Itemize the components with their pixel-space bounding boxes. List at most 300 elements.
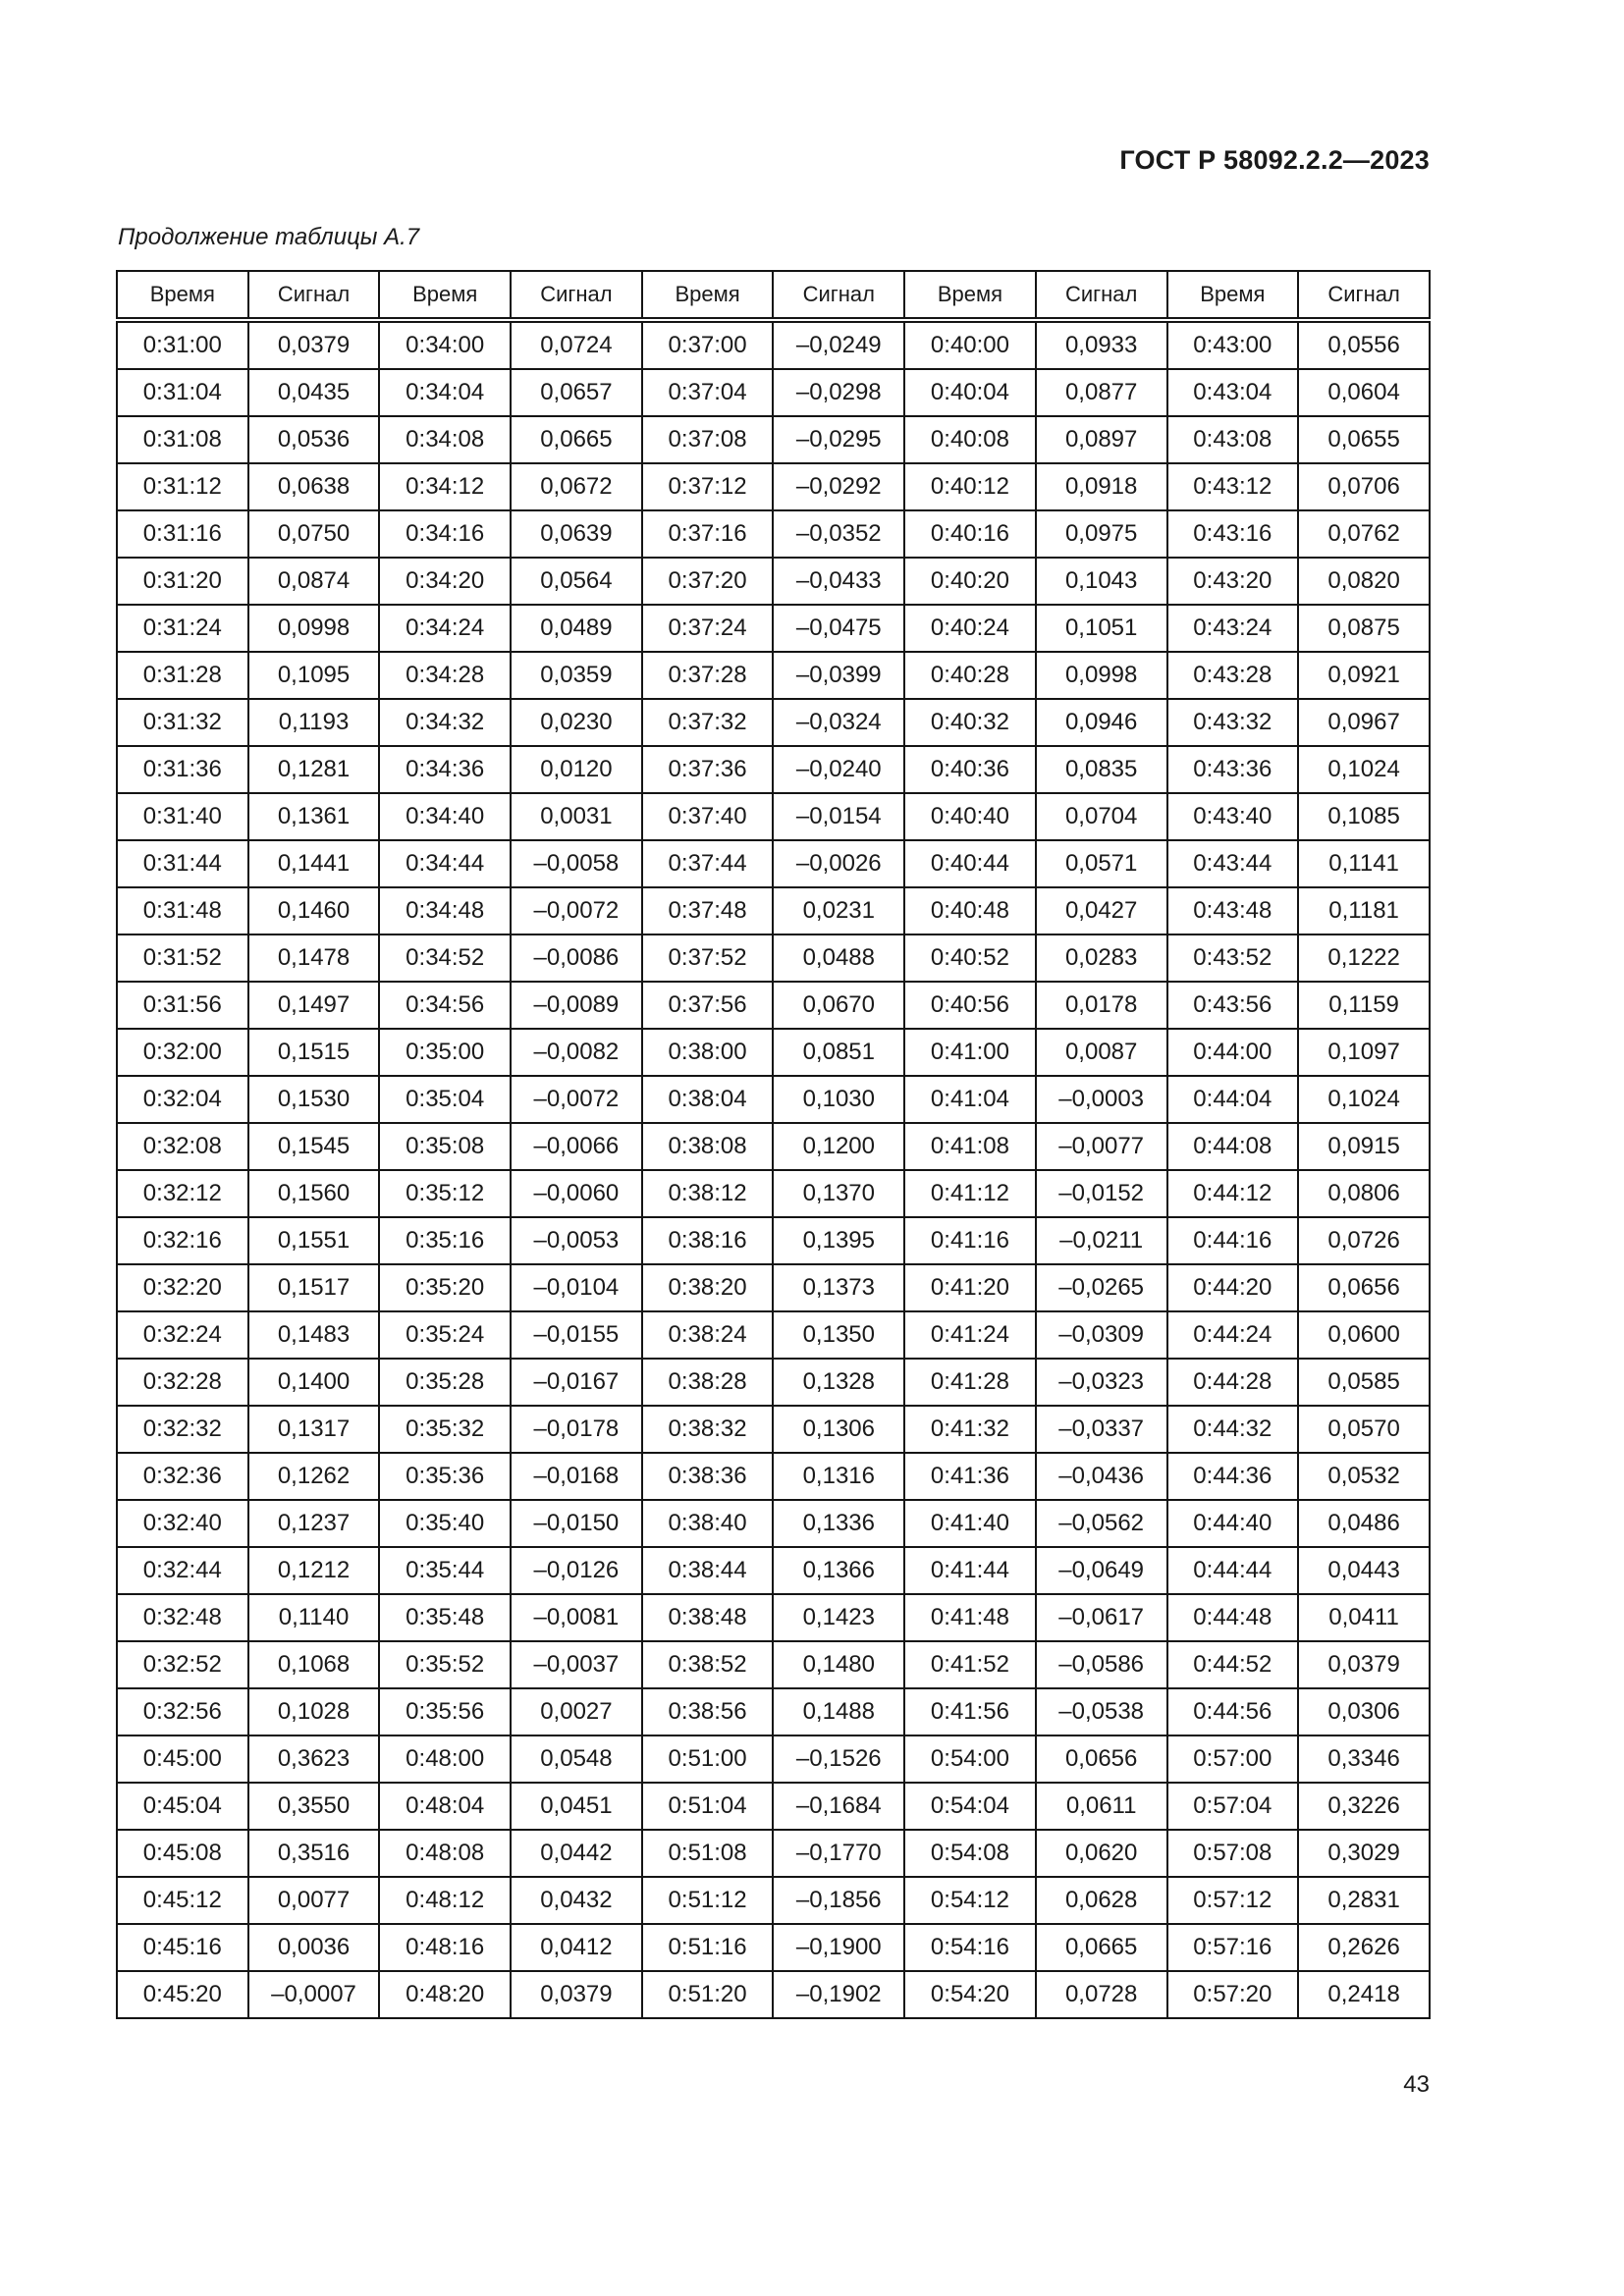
signal-cell: 0,0488 <box>773 934 904 982</box>
signal-cell: 0,3623 <box>248 1735 380 1783</box>
signal-cell: 0,0359 <box>511 652 642 699</box>
table-row <box>117 1924 1430 1971</box>
time-cell: 0:38:40 <box>642 1500 774 1547</box>
time-cell: 0:41:28 <box>904 1359 1036 1406</box>
time-cell: 0:54:00 <box>904 1735 1036 1783</box>
signal-cell: 0,0656 <box>1298 1264 1430 1311</box>
time-cell: 0:38:00 <box>642 1029 774 1076</box>
time-cell: 0:31:56 <box>117 982 248 1029</box>
time-cell: 0:31:36 <box>117 746 248 793</box>
signal-cell: –0,0150 <box>511 1500 642 1547</box>
signal-cell: 0,0427 <box>1036 887 1167 934</box>
signal-cell: –0,0538 <box>1036 1688 1167 1735</box>
time-cell: 0:34:04 <box>379 369 511 416</box>
signal-cell: 0,0451 <box>511 1783 642 1830</box>
time-cell: 0:38:20 <box>642 1264 774 1311</box>
signal-cell: –0,0298 <box>773 369 904 416</box>
time-cell: 0:44:48 <box>1167 1594 1299 1641</box>
signal-cell: 0,0306 <box>1298 1688 1430 1735</box>
time-cell: 0:31:48 <box>117 887 248 934</box>
time-cell: 0:41:08 <box>904 1123 1036 1170</box>
signal-cell: 0,0379 <box>248 320 380 369</box>
signal-cell: 0,0435 <box>248 369 380 416</box>
signal-cell: 0,0556 <box>1298 320 1430 369</box>
signal-cell: 0,1141 <box>1298 840 1430 887</box>
time-cell: 0:41:16 <box>904 1217 1036 1264</box>
time-cell: 0:43:56 <box>1167 982 1299 1029</box>
signal-cell: 0,2831 <box>1298 1877 1430 1924</box>
signal-cell: 0,0027 <box>511 1688 642 1735</box>
signal-cell: –0,0433 <box>773 558 904 605</box>
signal-cell: 0,0665 <box>511 416 642 463</box>
signal-cell: –0,1526 <box>773 1735 904 1783</box>
signal-cell: –0,0475 <box>773 605 904 652</box>
time-cell: 0:40:44 <box>904 840 1036 887</box>
time-cell: 0:41:20 <box>904 1264 1036 1311</box>
signal-cell: 0,1085 <box>1298 793 1430 840</box>
time-cell: 0:37:00 <box>642 320 774 369</box>
table-row <box>117 1264 1430 1311</box>
time-cell: 0:40:48 <box>904 887 1036 934</box>
signal-cell: –0,0265 <box>1036 1264 1167 1311</box>
time-cell: 0:43:12 <box>1167 463 1299 510</box>
time-cell: 0:37:12 <box>642 463 774 510</box>
time-cell: 0:43:04 <box>1167 369 1299 416</box>
table-row <box>117 1688 1430 1735</box>
time-cell: 0:37:44 <box>642 840 774 887</box>
signal-cell: 0,1350 <box>773 1311 904 1359</box>
time-cell: 0:37:48 <box>642 887 774 934</box>
time-cell: 0:32:28 <box>117 1359 248 1406</box>
signal-cell: –0,0562 <box>1036 1500 1167 1547</box>
time-cell: 0:43:40 <box>1167 793 1299 840</box>
signal-cell: –0,0086 <box>511 934 642 982</box>
signal-cell: 0,1043 <box>1036 558 1167 605</box>
signal-cell: 0,1441 <box>248 840 380 887</box>
time-cell: 0:35:44 <box>379 1547 511 1594</box>
signal-cell: –0,0003 <box>1036 1076 1167 1123</box>
time-cell: 0:41:36 <box>904 1453 1036 1500</box>
signal-cell: 0,0835 <box>1036 746 1167 793</box>
time-cell: 0:48:04 <box>379 1783 511 1830</box>
table-row <box>117 982 1430 1029</box>
time-cell: 0:32:24 <box>117 1311 248 1359</box>
signal-cell: 0,0656 <box>1036 1735 1167 1783</box>
time-cell: 0:44:56 <box>1167 1688 1299 1735</box>
time-cell: 0:40:08 <box>904 416 1036 463</box>
signal-cell: 0,1095 <box>248 652 380 699</box>
signal-cell: 0,0036 <box>248 1924 380 1971</box>
signal-cell: 0,0379 <box>511 1971 642 2018</box>
time-cell: 0:48:00 <box>379 1735 511 1783</box>
signal-cell: 0,0620 <box>1036 1830 1167 1877</box>
standard-code-header: ГОСТ Р 58092.2.2—2023 <box>1119 145 1430 175</box>
time-cell: 0:37:56 <box>642 982 774 1029</box>
time-cell: 0:44:00 <box>1167 1029 1299 1076</box>
time-cell: 0:44:12 <box>1167 1170 1299 1217</box>
signal-cell: 0,1159 <box>1298 982 1430 1029</box>
signal-cell: 0,0967 <box>1298 699 1430 746</box>
time-cell: 0:31:04 <box>117 369 248 416</box>
column-header-time: Время <box>117 271 248 320</box>
signal-cell: 0,0120 <box>511 746 642 793</box>
time-cell: 0:40:32 <box>904 699 1036 746</box>
table-caption: Продолжение таблицы А.7 <box>118 224 420 250</box>
time-cell: 0:32:00 <box>117 1029 248 1076</box>
time-cell: 0:35:28 <box>379 1359 511 1406</box>
time-cell: 0:44:44 <box>1167 1547 1299 1594</box>
signal-cell: 0,0564 <box>511 558 642 605</box>
time-cell: 0:57:08 <box>1167 1830 1299 1877</box>
column-header-time: Время <box>379 271 511 320</box>
time-cell: 0:45:12 <box>117 1877 248 1924</box>
signal-cell: –0,0337 <box>1036 1406 1167 1453</box>
signal-cell: 0,3516 <box>248 1830 380 1877</box>
signal-cell: 0,3346 <box>1298 1735 1430 1783</box>
signal-cell: 0,1193 <box>248 699 380 746</box>
time-cell: 0:35:36 <box>379 1453 511 1500</box>
signal-cell: 0,0532 <box>1298 1453 1430 1500</box>
signal-cell: 0,0704 <box>1036 793 1167 840</box>
time-cell: 0:34:32 <box>379 699 511 746</box>
time-cell: 0:57:12 <box>1167 1877 1299 1924</box>
signal-cell: 0,0379 <box>1298 1641 1430 1688</box>
signal-cell: –0,0072 <box>511 887 642 934</box>
table-row <box>117 1170 1430 1217</box>
time-cell: 0:34:08 <box>379 416 511 463</box>
time-cell: 0:48:20 <box>379 1971 511 2018</box>
signal-cell: –0,0037 <box>511 1641 642 1688</box>
signal-cell: –0,0081 <box>511 1594 642 1641</box>
time-cell: 0:31:28 <box>117 652 248 699</box>
signal-cell: 0,0570 <box>1298 1406 1430 1453</box>
time-cell: 0:32:48 <box>117 1594 248 1641</box>
time-cell: 0:37:16 <box>642 510 774 558</box>
signal-cell: 0,0489 <box>511 605 642 652</box>
time-cell: 0:51:04 <box>642 1783 774 1830</box>
time-cell: 0:38:08 <box>642 1123 774 1170</box>
signal-cell: 0,1281 <box>248 746 380 793</box>
signal-cell: 0,1478 <box>248 934 380 982</box>
time-cell: 0:35:40 <box>379 1500 511 1547</box>
table-row <box>117 793 1430 840</box>
signal-cell: 0,0672 <box>511 463 642 510</box>
signal-cell: –0,0154 <box>773 793 904 840</box>
signal-data-table <box>116 270 1431 2019</box>
signal-cell: 0,0655 <box>1298 416 1430 463</box>
time-cell: 0:44:20 <box>1167 1264 1299 1311</box>
signal-cell: 0,0178 <box>1036 982 1167 1029</box>
signal-cell: 0,1530 <box>248 1076 380 1123</box>
time-cell: 0:32:12 <box>117 1170 248 1217</box>
signal-cell: –0,0240 <box>773 746 904 793</box>
signal-cell: 0,0585 <box>1298 1359 1430 1406</box>
table-row <box>117 510 1430 558</box>
signal-cell: 0,0548 <box>511 1735 642 1783</box>
time-cell: 0:57:16 <box>1167 1924 1299 1971</box>
signal-cell: 0,2418 <box>1298 1971 1430 2018</box>
signal-cell: 0,1488 <box>773 1688 904 1735</box>
signal-cell: 0,1317 <box>248 1406 380 1453</box>
signal-cell: 0,0921 <box>1298 652 1430 699</box>
signal-cell: 0,1097 <box>1298 1029 1430 1076</box>
signal-cell: –0,0058 <box>511 840 642 887</box>
time-cell: 0:35:16 <box>379 1217 511 1264</box>
time-cell: 0:37:04 <box>642 369 774 416</box>
signal-cell: –0,0324 <box>773 699 904 746</box>
signal-cell: 0,1483 <box>248 1311 380 1359</box>
signal-cell: 0,1517 <box>248 1264 380 1311</box>
time-cell: 0:57:20 <box>1167 1971 1299 2018</box>
time-cell: 0:44:32 <box>1167 1406 1299 1453</box>
signal-cell: 0,0031 <box>511 793 642 840</box>
signal-cell: –0,0152 <box>1036 1170 1167 1217</box>
signal-cell: 0,0851 <box>773 1029 904 1076</box>
table-row <box>117 1641 1430 1688</box>
signal-cell: 0,0706 <box>1298 463 1430 510</box>
signal-cell: 0,1545 <box>248 1123 380 1170</box>
time-cell: 0:38:04 <box>642 1076 774 1123</box>
signal-cell: 0,0486 <box>1298 1500 1430 1547</box>
signal-cell: –0,0053 <box>511 1217 642 1264</box>
signal-cell: 0,0975 <box>1036 510 1167 558</box>
time-cell: 0:40:52 <box>904 934 1036 982</box>
time-cell: 0:43:28 <box>1167 652 1299 699</box>
time-cell: 0:45:08 <box>117 1830 248 1877</box>
time-cell: 0:35:56 <box>379 1688 511 1735</box>
time-cell: 0:43:36 <box>1167 746 1299 793</box>
time-cell: 0:34:20 <box>379 558 511 605</box>
signal-cell: –0,1902 <box>773 1971 904 2018</box>
time-cell: 0:38:52 <box>642 1641 774 1688</box>
time-cell: 0:44:36 <box>1167 1453 1299 1500</box>
time-cell: 0:51:08 <box>642 1830 774 1877</box>
signal-cell: 0,0432 <box>511 1877 642 1924</box>
time-cell: 0:54:04 <box>904 1783 1036 1830</box>
signal-cell: 0,0875 <box>1298 605 1430 652</box>
signal-cell: 0,0230 <box>511 699 642 746</box>
signal-cell: 0,0231 <box>773 887 904 934</box>
time-cell: 0:41:44 <box>904 1547 1036 1594</box>
time-cell: 0:35:08 <box>379 1123 511 1170</box>
signal-cell: 0,1181 <box>1298 887 1430 934</box>
signal-cell: 0,1515 <box>248 1029 380 1076</box>
table-row <box>117 416 1430 463</box>
column-header-time: Время <box>1167 271 1299 320</box>
signal-cell: –0,0436 <box>1036 1453 1167 1500</box>
time-cell: 0:37:40 <box>642 793 774 840</box>
time-cell: 0:45:00 <box>117 1735 248 1783</box>
time-cell: 0:37:32 <box>642 699 774 746</box>
signal-cell: 0,0077 <box>248 1877 380 1924</box>
time-cell: 0:31:24 <box>117 605 248 652</box>
time-cell: 0:43:48 <box>1167 887 1299 934</box>
signal-cell: 0,0726 <box>1298 1217 1430 1264</box>
signal-cell: 0,1361 <box>248 793 380 840</box>
table-row <box>117 1217 1430 1264</box>
signal-cell: –0,0077 <box>1036 1123 1167 1170</box>
time-cell: 0:34:24 <box>379 605 511 652</box>
column-header-signal: Сигнал <box>248 271 380 320</box>
signal-cell: –0,0155 <box>511 1311 642 1359</box>
time-cell: 0:32:04 <box>117 1076 248 1123</box>
signal-cell: 0,1370 <box>773 1170 904 1217</box>
signal-cell: –0,0586 <box>1036 1641 1167 1688</box>
time-cell: 0:32:36 <box>117 1453 248 1500</box>
time-cell: 0:35:48 <box>379 1594 511 1641</box>
time-cell: 0:40:16 <box>904 510 1036 558</box>
signal-cell: 0,0604 <box>1298 369 1430 416</box>
table-row <box>117 1783 1430 1830</box>
time-cell: 0:44:40 <box>1167 1500 1299 1547</box>
signal-cell: 0,0657 <box>511 369 642 416</box>
time-cell: 0:37:36 <box>642 746 774 793</box>
time-cell: 0:31:00 <box>117 320 248 369</box>
signal-cell: 0,1306 <box>773 1406 904 1453</box>
time-cell: 0:31:16 <box>117 510 248 558</box>
time-cell: 0:37:08 <box>642 416 774 463</box>
signal-cell: 0,0724 <box>511 320 642 369</box>
signal-cell: 0,0411 <box>1298 1594 1430 1641</box>
table-row <box>117 1123 1430 1170</box>
signal-cell: –0,0323 <box>1036 1359 1167 1406</box>
signal-cell: 0,0638 <box>248 463 380 510</box>
signal-cell: 0,1200 <box>773 1123 904 1170</box>
table-row <box>117 652 1430 699</box>
time-cell: 0:34:28 <box>379 652 511 699</box>
signal-cell: 0,0820 <box>1298 558 1430 605</box>
time-cell: 0:41:04 <box>904 1076 1036 1123</box>
signal-cell: 0,1551 <box>248 1217 380 1264</box>
table-row <box>117 1359 1430 1406</box>
signal-cell: 0,1212 <box>248 1547 380 1594</box>
signal-cell: 0,0412 <box>511 1924 642 1971</box>
signal-cell: 0,0536 <box>248 416 380 463</box>
signal-cell: 0,1560 <box>248 1170 380 1217</box>
time-cell: 0:41:12 <box>904 1170 1036 1217</box>
signal-cell: 0,0762 <box>1298 510 1430 558</box>
table-row <box>117 1406 1430 1453</box>
signal-cell: 0,3550 <box>248 1783 380 1830</box>
time-cell: 0:40:36 <box>904 746 1036 793</box>
time-cell: 0:45:04 <box>117 1783 248 1830</box>
column-header-time: Время <box>642 271 774 320</box>
time-cell: 0:54:20 <box>904 1971 1036 2018</box>
time-cell: 0:51:00 <box>642 1735 774 1783</box>
table-row <box>117 1877 1430 1924</box>
time-cell: 0:32:52 <box>117 1641 248 1688</box>
time-cell: 0:40:00 <box>904 320 1036 369</box>
signal-cell: 0,0442 <box>511 1830 642 1877</box>
column-header-signal: Сигнал <box>773 271 904 320</box>
time-cell: 0:32:08 <box>117 1123 248 1170</box>
signal-cell: –0,0295 <box>773 416 904 463</box>
signal-cell: 0,0998 <box>1036 652 1167 699</box>
column-header-signal: Сигнал <box>1036 271 1167 320</box>
time-cell: 0:41:00 <box>904 1029 1036 1076</box>
time-cell: 0:48:16 <box>379 1924 511 1971</box>
time-cell: 0:44:24 <box>1167 1311 1299 1359</box>
table-row <box>117 1830 1430 1877</box>
time-cell: 0:34:52 <box>379 934 511 982</box>
time-cell: 0:32:44 <box>117 1547 248 1594</box>
table-row <box>117 746 1430 793</box>
signal-cell: –0,0399 <box>773 652 904 699</box>
time-cell: 0:38:56 <box>642 1688 774 1735</box>
time-cell: 0:43:20 <box>1167 558 1299 605</box>
signal-cell: –0,0178 <box>511 1406 642 1453</box>
signal-cell: 0,1068 <box>248 1641 380 1688</box>
time-cell: 0:41:56 <box>904 1688 1036 1735</box>
time-cell: 0:45:20 <box>117 1971 248 2018</box>
time-cell: 0:43:08 <box>1167 416 1299 463</box>
time-cell: 0:54:12 <box>904 1877 1036 1924</box>
signal-cell: 0,0087 <box>1036 1029 1167 1076</box>
signal-cell: 0,1328 <box>773 1359 904 1406</box>
time-cell: 0:44:04 <box>1167 1076 1299 1123</box>
table-row <box>117 1500 1430 1547</box>
signal-cell: 0,0611 <box>1036 1783 1167 1830</box>
time-cell: 0:35:04 <box>379 1076 511 1123</box>
signal-cell: 0,1051 <box>1036 605 1167 652</box>
time-cell: 0:37:24 <box>642 605 774 652</box>
table-row <box>117 1971 1430 2018</box>
time-cell: 0:45:16 <box>117 1924 248 1971</box>
time-cell: 0:32:56 <box>117 1688 248 1735</box>
time-cell: 0:40:04 <box>904 369 1036 416</box>
signal-cell: 0,0665 <box>1036 1924 1167 1971</box>
time-cell: 0:51:12 <box>642 1877 774 1924</box>
time-cell: 0:43:44 <box>1167 840 1299 887</box>
signal-cell: 0,1395 <box>773 1217 904 1264</box>
time-cell: 0:44:08 <box>1167 1123 1299 1170</box>
time-cell: 0:40:12 <box>904 463 1036 510</box>
time-cell: 0:48:08 <box>379 1830 511 1877</box>
table-row <box>117 840 1430 887</box>
signal-cell: 0,1262 <box>248 1453 380 1500</box>
signal-cell: 0,1024 <box>1298 746 1430 793</box>
table-row <box>117 1453 1430 1500</box>
time-cell: 0:57:00 <box>1167 1735 1299 1783</box>
signal-cell: –0,1770 <box>773 1830 904 1877</box>
signal-cell: 0,1316 <box>773 1453 904 1500</box>
signal-cell: 0,1366 <box>773 1547 904 1594</box>
signal-cell: 0,1222 <box>1298 934 1430 982</box>
time-cell: 0:43:16 <box>1167 510 1299 558</box>
time-cell: 0:43:52 <box>1167 934 1299 982</box>
time-cell: 0:41:48 <box>904 1594 1036 1641</box>
table-header-row <box>117 271 1430 320</box>
table-row <box>117 1311 1430 1359</box>
time-cell: 0:34:36 <box>379 746 511 793</box>
signal-cell: 0,0918 <box>1036 463 1167 510</box>
signal-cell: 0,0946 <box>1036 699 1167 746</box>
table-row <box>117 369 1430 416</box>
time-cell: 0:31:32 <box>117 699 248 746</box>
signal-cell: 0,1024 <box>1298 1076 1430 1123</box>
time-cell: 0:35:12 <box>379 1170 511 1217</box>
signal-cell: –0,1900 <box>773 1924 904 1971</box>
table-row <box>117 1594 1430 1641</box>
time-cell: 0:44:16 <box>1167 1217 1299 1264</box>
signal-cell: 0,0998 <box>248 605 380 652</box>
time-cell: 0:37:52 <box>642 934 774 982</box>
signal-cell: 0,2626 <box>1298 1924 1430 1971</box>
time-cell: 0:40:56 <box>904 982 1036 1029</box>
signal-cell: 0,0670 <box>773 982 904 1029</box>
column-header-time: Время <box>904 271 1036 320</box>
signal-cell: –0,1684 <box>773 1783 904 1830</box>
